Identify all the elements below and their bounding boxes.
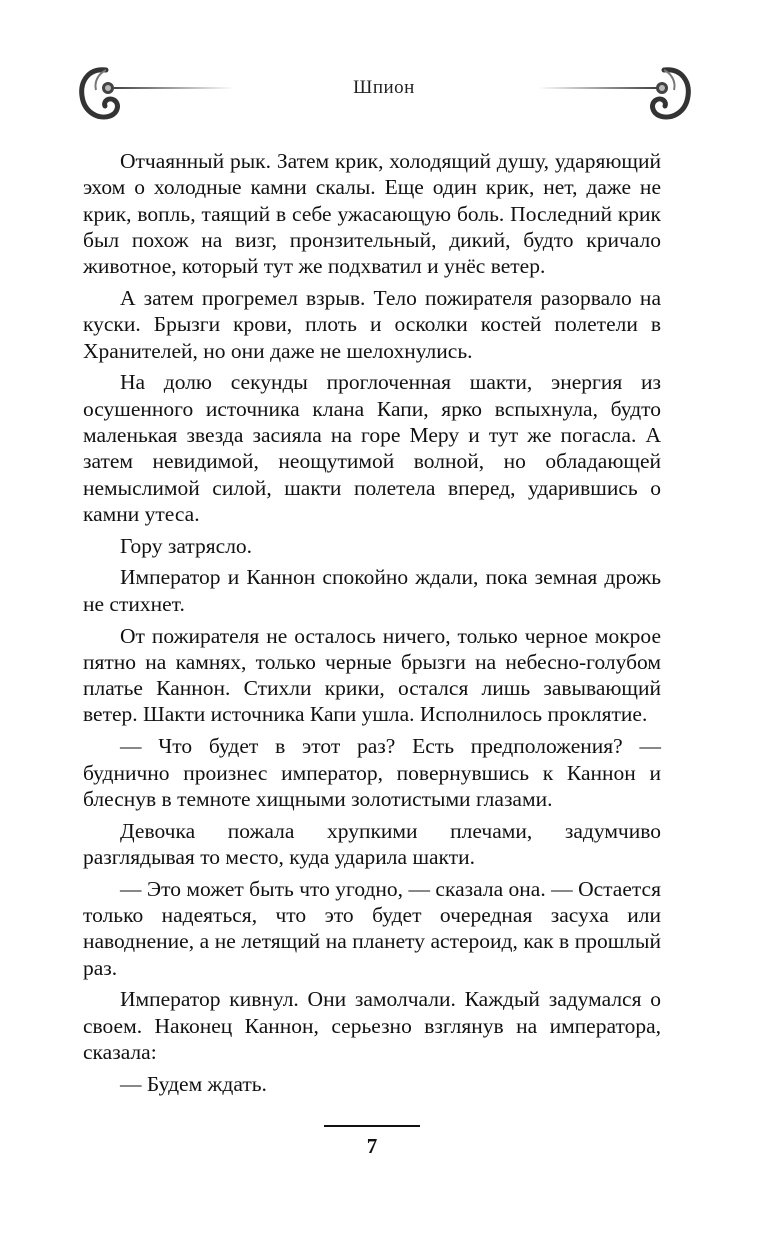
dialog-paragraph: — Это может быть что угодно, — сказала она. — Остается только надеяться, что это будет очередная засуха или наводнение, а не летящий на планету астероид, как в прошлый раз. xyxy=(83,876,661,980)
paragraph: На долю секунды проглоченная шакти, энергия из осушенного источника клана Капи, ярко вспыхнула, будто маленькая звезда засияла на горе Меру и тут же погасла. А затем невидимой, неощутимой волной, но обладающей немыслимой силой, шакти полетела вперед, ударившись о камни утеса. xyxy=(83,370,661,526)
paragraph: Император кивнул. Они замолчали. Каждый задумался о своем. Наконец Каннон, серьезно взглянув на императора, сказала: xyxy=(83,987,661,1064)
paragraph: Отчаянный рык. Затем крик, холодящий душу, ударяющий эхом о холодные камни скалы. Еще один крик, нет, даже не крик, вопль, таящий в себе ужасающую боль. Последний крик был похож на визг, пронзительный, дикий, будто кричало животное, который тут же подхватил и унёс ветер. xyxy=(83,149,661,279)
body-text xyxy=(83,148,661,1103)
paragraph: От пожирателя не осталось ничего, только черное мокрое пятно на камнях, только черные брызги на небесно-голубом платье Каннон. Стихли крики, остался лишь завывающий ветер. Шакти источника Капи ушла. Исполнилось проклятие. xyxy=(83,623,661,727)
footer-divider xyxy=(324,1125,420,1127)
paragraph: Гору затрясло. xyxy=(120,533,253,558)
running-header-title: Шпион xyxy=(353,77,415,98)
paragraph: Девочка пожала хрупкими плечами, задумчиво разглядывая то место, куда ударила шакти. xyxy=(83,818,661,869)
page-number: 7 xyxy=(366,1134,378,1158)
paragraph: Император и Каннон спокойно ждали, пока земная дрожь не стихнет. xyxy=(83,565,661,616)
dialog-paragraph: — Что будет в этот раз? Есть предположения? — буднично произнес император, повернувшись к Каннон и блеснув в темноте хищными золотистыми глазами. xyxy=(83,734,661,811)
dialog-paragraph: — Будем ждать. xyxy=(120,1071,267,1096)
swirl-ornament-icon xyxy=(536,60,696,130)
running-header xyxy=(0,60,768,130)
paragraph: А затем прогремел взрыв. Тело пожирателя разорвало на куски. Брызги крови, плоть и осколки костей полетели в Хранителей, но они даже не шелохнулись. xyxy=(83,285,661,363)
